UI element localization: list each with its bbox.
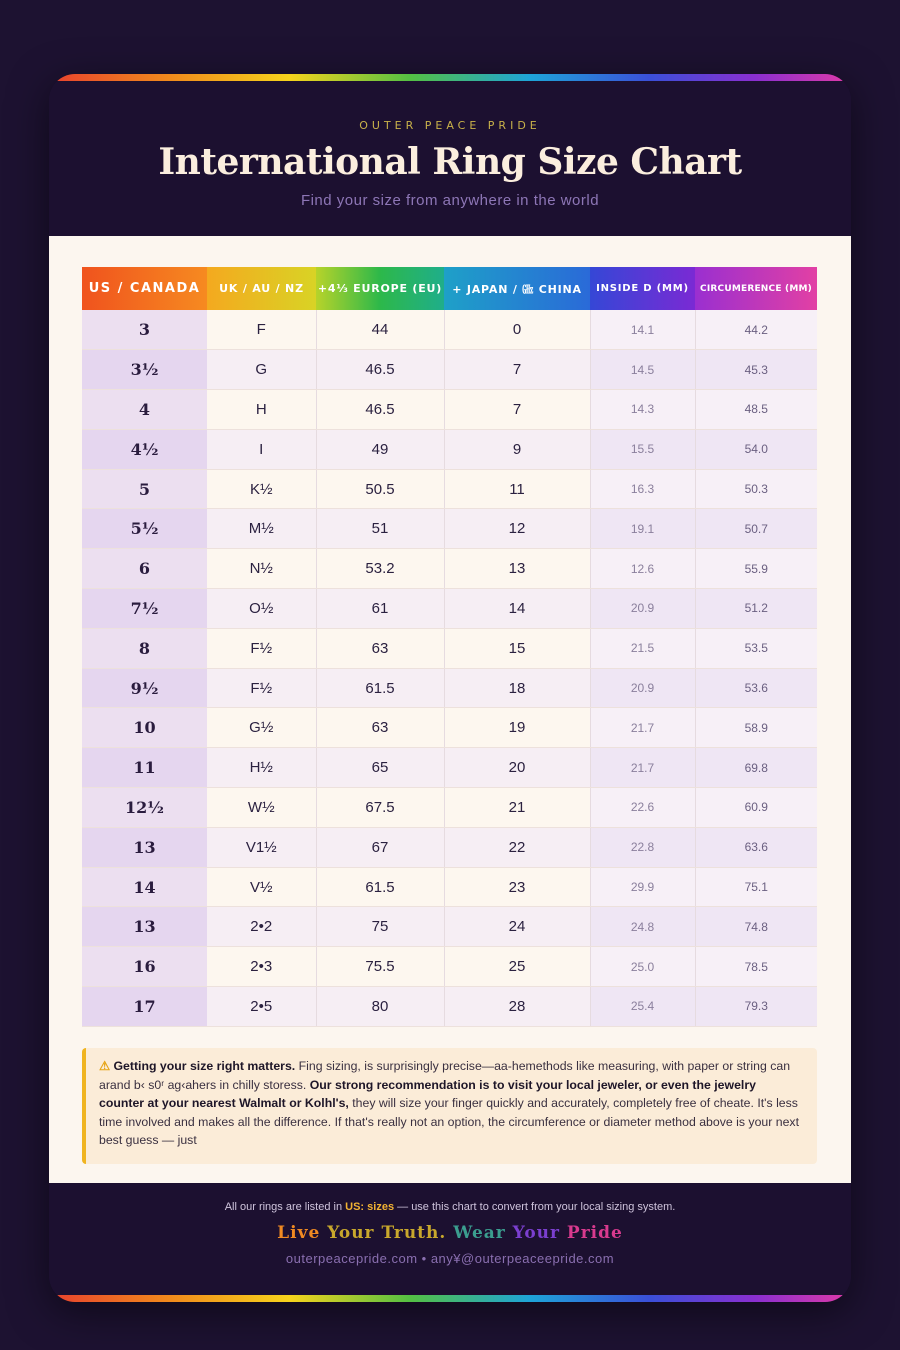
slogan: [49, 1223, 851, 1243]
table-cell: 12.6: [590, 549, 695, 589]
table-cell: 17: [82, 987, 207, 1027]
table-cell: 67: [316, 827, 444, 867]
table-row: [82, 827, 817, 867]
table-cell: 53.5: [695, 628, 817, 668]
table-cell: 51: [316, 509, 444, 549]
contact-links[interactable]: outerpeacepride.com • any¥@outerpeaceepride.com: [285, 1251, 615, 1266]
table-cell: 5½: [82, 509, 207, 549]
table-row: [82, 788, 817, 828]
table-cell: 25.4: [590, 987, 695, 1027]
table-cell: 19.1: [590, 509, 695, 549]
rainbow-stripe-bottom: [49, 1295, 851, 1302]
table-cell: 75.5: [316, 947, 444, 987]
table-cell: 20.9: [590, 668, 695, 708]
table-cell: I: [207, 429, 316, 469]
table-cell: 13: [82, 827, 207, 867]
table-cell: 2•2: [207, 907, 316, 947]
table-cell: 12½: [82, 788, 207, 828]
table-cell: 61.5: [316, 668, 444, 708]
table-cell: 75.1: [695, 867, 817, 907]
table-row: [82, 589, 817, 629]
table-cell: 18: [444, 668, 590, 708]
table-cell: 21.5: [590, 628, 695, 668]
table-cell: 75: [316, 907, 444, 947]
table-row: [82, 907, 817, 947]
column-header-inside-diameter: INSIDE D (MM): [590, 267, 695, 310]
table-cell: 9: [444, 429, 590, 469]
slogan-word: Your: [327, 1223, 375, 1243]
table-cell: 2•3: [207, 947, 316, 987]
page-subtitle: Find your size from anywhere in the world: [300, 192, 600, 209]
table-cell: 61: [316, 589, 444, 629]
table-cell: 45.3: [695, 350, 817, 390]
column-header-uk-au-nz: UK / AU / NZ: [207, 267, 316, 310]
table-cell: F½: [207, 628, 316, 668]
table-cell: 8: [82, 628, 207, 668]
column-header-japan-china: + JAPAN / ㎓ CHINA: [444, 267, 590, 310]
note-text-2: they will size your finger quickly and accurately, completely free of cheate. It's less time involved and makes all the difference. If that's really not an option, the circumference or diameter method above is your next best guess — just: [99, 1096, 799, 1148]
table-cell: 14: [82, 867, 207, 907]
content-panel: [49, 236, 851, 1183]
table-cell: 24.8: [590, 907, 695, 947]
footer: [49, 1183, 851, 1295]
table-row: [82, 668, 817, 708]
table-row: [82, 429, 817, 469]
table-cell: 48.5: [695, 390, 817, 430]
table-row: [82, 708, 817, 748]
page-title: International Ring Size Chart: [158, 141, 742, 183]
table-cell: H: [207, 390, 316, 430]
table-cell: 4½: [82, 429, 207, 469]
table-cell: 67.5: [316, 788, 444, 828]
table-cell: 54.0: [695, 429, 817, 469]
table-cell: 6: [82, 549, 207, 589]
table-cell: 44.2: [695, 310, 817, 350]
table-row: [82, 987, 817, 1027]
table-cell: 7: [444, 390, 590, 430]
warning-icon: ⚠: [99, 1059, 111, 1073]
table-cell: 4: [82, 390, 207, 430]
table-cell: 25: [444, 947, 590, 987]
ring-size-table: [82, 267, 817, 1027]
table-cell: 22.8: [590, 827, 695, 867]
table-row: [82, 628, 817, 668]
table-cell: 15: [444, 628, 590, 668]
table-cell: 13: [82, 907, 207, 947]
table-cell: 46.5: [316, 390, 444, 430]
table-body: [82, 310, 817, 1026]
table-cell: V½: [207, 867, 316, 907]
table-cell: 20.9: [590, 589, 695, 629]
note-text-1: Fing sizing, is surprisingly precise—aa-hemethods like measuring, with paper or string can arand b‹ s0ʳ ag‹ahers in chilly storess.: [99, 1059, 791, 1092]
table-cell: 51.2: [695, 589, 817, 629]
table-row: [82, 310, 817, 350]
slogan-word: Your: [512, 1223, 560, 1243]
table-row: [82, 947, 817, 987]
table-cell: 24: [444, 907, 590, 947]
table-cell: F½: [207, 668, 316, 708]
table-cell: 63: [316, 628, 444, 668]
table-row: [82, 469, 817, 509]
slogan-word: Live: [277, 1223, 321, 1243]
table-cell: 61.5: [316, 867, 444, 907]
column-header-circumference: CIRCUMERENCE (MM): [695, 267, 817, 310]
table-cell: W½: [207, 788, 316, 828]
table-cell: 74.8: [695, 907, 817, 947]
table-cell: 3½: [82, 350, 207, 390]
table-cell: 15.5: [590, 429, 695, 469]
table-cell: 7½: [82, 589, 207, 629]
table-cell: 78.5: [695, 947, 817, 987]
note-recommendation: Our strong recommendation is to visit your local jeweler, or even the jewelry counter at your nearest Walmalt or Kolhl's,: [99, 1077, 756, 1111]
table-row: [82, 350, 817, 390]
table-cell: 14.1: [590, 310, 695, 350]
chart-card: [49, 74, 851, 1302]
column-header-us-canada: US / CANADA: [82, 267, 207, 310]
table-cell: F: [207, 310, 316, 350]
table-cell: 63: [316, 708, 444, 748]
table-cell: 50.3: [695, 469, 817, 509]
table-cell: 20: [444, 748, 590, 788]
table-row: [82, 509, 817, 549]
table-cell: 60.9: [695, 788, 817, 828]
slogan-word: Pride: [566, 1223, 623, 1243]
table-cell: 21.7: [590, 748, 695, 788]
table-cell: 58.9: [695, 708, 817, 748]
table-cell: 50.7: [695, 509, 817, 549]
table-cell: 10: [82, 708, 207, 748]
table-cell: 49: [316, 429, 444, 469]
table-cell: 13: [444, 549, 590, 589]
table-cell: O½: [207, 589, 316, 629]
table-cell: 23: [444, 867, 590, 907]
table-cell: 22.6: [590, 788, 695, 828]
table-header-row: [82, 267, 817, 310]
table-cell: 79.3: [695, 987, 817, 1027]
table-cell: 25.0: [590, 947, 695, 987]
brand-name: OUTER PEACE PRIDE: [359, 119, 541, 132]
table-cell: 16.3: [590, 469, 695, 509]
table-cell: 19: [444, 708, 590, 748]
footer-note-highlight: US: sizes: [345, 1201, 395, 1213]
slogan-word: Wear: [453, 1223, 506, 1243]
table-cell: H½: [207, 748, 316, 788]
table-cell: 11: [82, 748, 207, 788]
table-cell: K½: [207, 469, 316, 509]
table-cell: 21: [444, 788, 590, 828]
footer-note-suffix: — use this chart to convert from your local sizing system.: [394, 1201, 676, 1213]
table-row: [82, 867, 817, 907]
table-cell: 46.5: [316, 350, 444, 390]
table-cell: 14: [444, 589, 590, 629]
footer-note: [49, 1201, 851, 1213]
table-cell: 53.2: [316, 549, 444, 589]
table-cell: G: [207, 350, 316, 390]
table-row: [82, 549, 817, 589]
table-row: [82, 748, 817, 788]
table-cell: 16: [82, 947, 207, 987]
table-row: [82, 390, 817, 430]
table-cell: 63.6: [695, 827, 817, 867]
table-cell: G½: [207, 708, 316, 748]
table-cell: 12: [444, 509, 590, 549]
table-cell: 29.9: [590, 867, 695, 907]
table-cell: 44: [316, 310, 444, 350]
table-cell: 21.7: [590, 708, 695, 748]
table-cell: 53.6: [695, 668, 817, 708]
column-header-europe: +4⅓ EUROPE (EU): [316, 267, 444, 310]
table-cell: 11: [444, 469, 590, 509]
slogan-word: Truth.: [381, 1223, 447, 1243]
table-cell: N½: [207, 549, 316, 589]
table-cell: 7: [444, 350, 590, 390]
table-cell: 3: [82, 310, 207, 350]
note-heading: Getting your size right matters.: [113, 1059, 296, 1073]
table-cell: 65: [316, 748, 444, 788]
footer-note-prefix: All our rings are listed in: [224, 1201, 346, 1213]
table-cell: 80: [316, 987, 444, 1027]
table-cell: 14.5: [590, 350, 695, 390]
table-cell: 22: [444, 827, 590, 867]
header: [49, 81, 851, 236]
table-cell: 5: [82, 469, 207, 509]
table-cell: V1½: [207, 827, 316, 867]
table-cell: 28: [444, 987, 590, 1027]
table-cell: M½: [207, 509, 316, 549]
table-cell: 50.5: [316, 469, 444, 509]
sizing-advice-note: [82, 1048, 817, 1164]
table-cell: 55.9: [695, 549, 817, 589]
table-cell: 14.3: [590, 390, 695, 430]
table-cell: 69.8: [695, 748, 817, 788]
table-cell: 0: [444, 310, 590, 350]
rainbow-stripe-top: [49, 74, 851, 81]
table-cell: 2•5: [207, 987, 316, 1027]
table-cell: 9½: [82, 668, 207, 708]
